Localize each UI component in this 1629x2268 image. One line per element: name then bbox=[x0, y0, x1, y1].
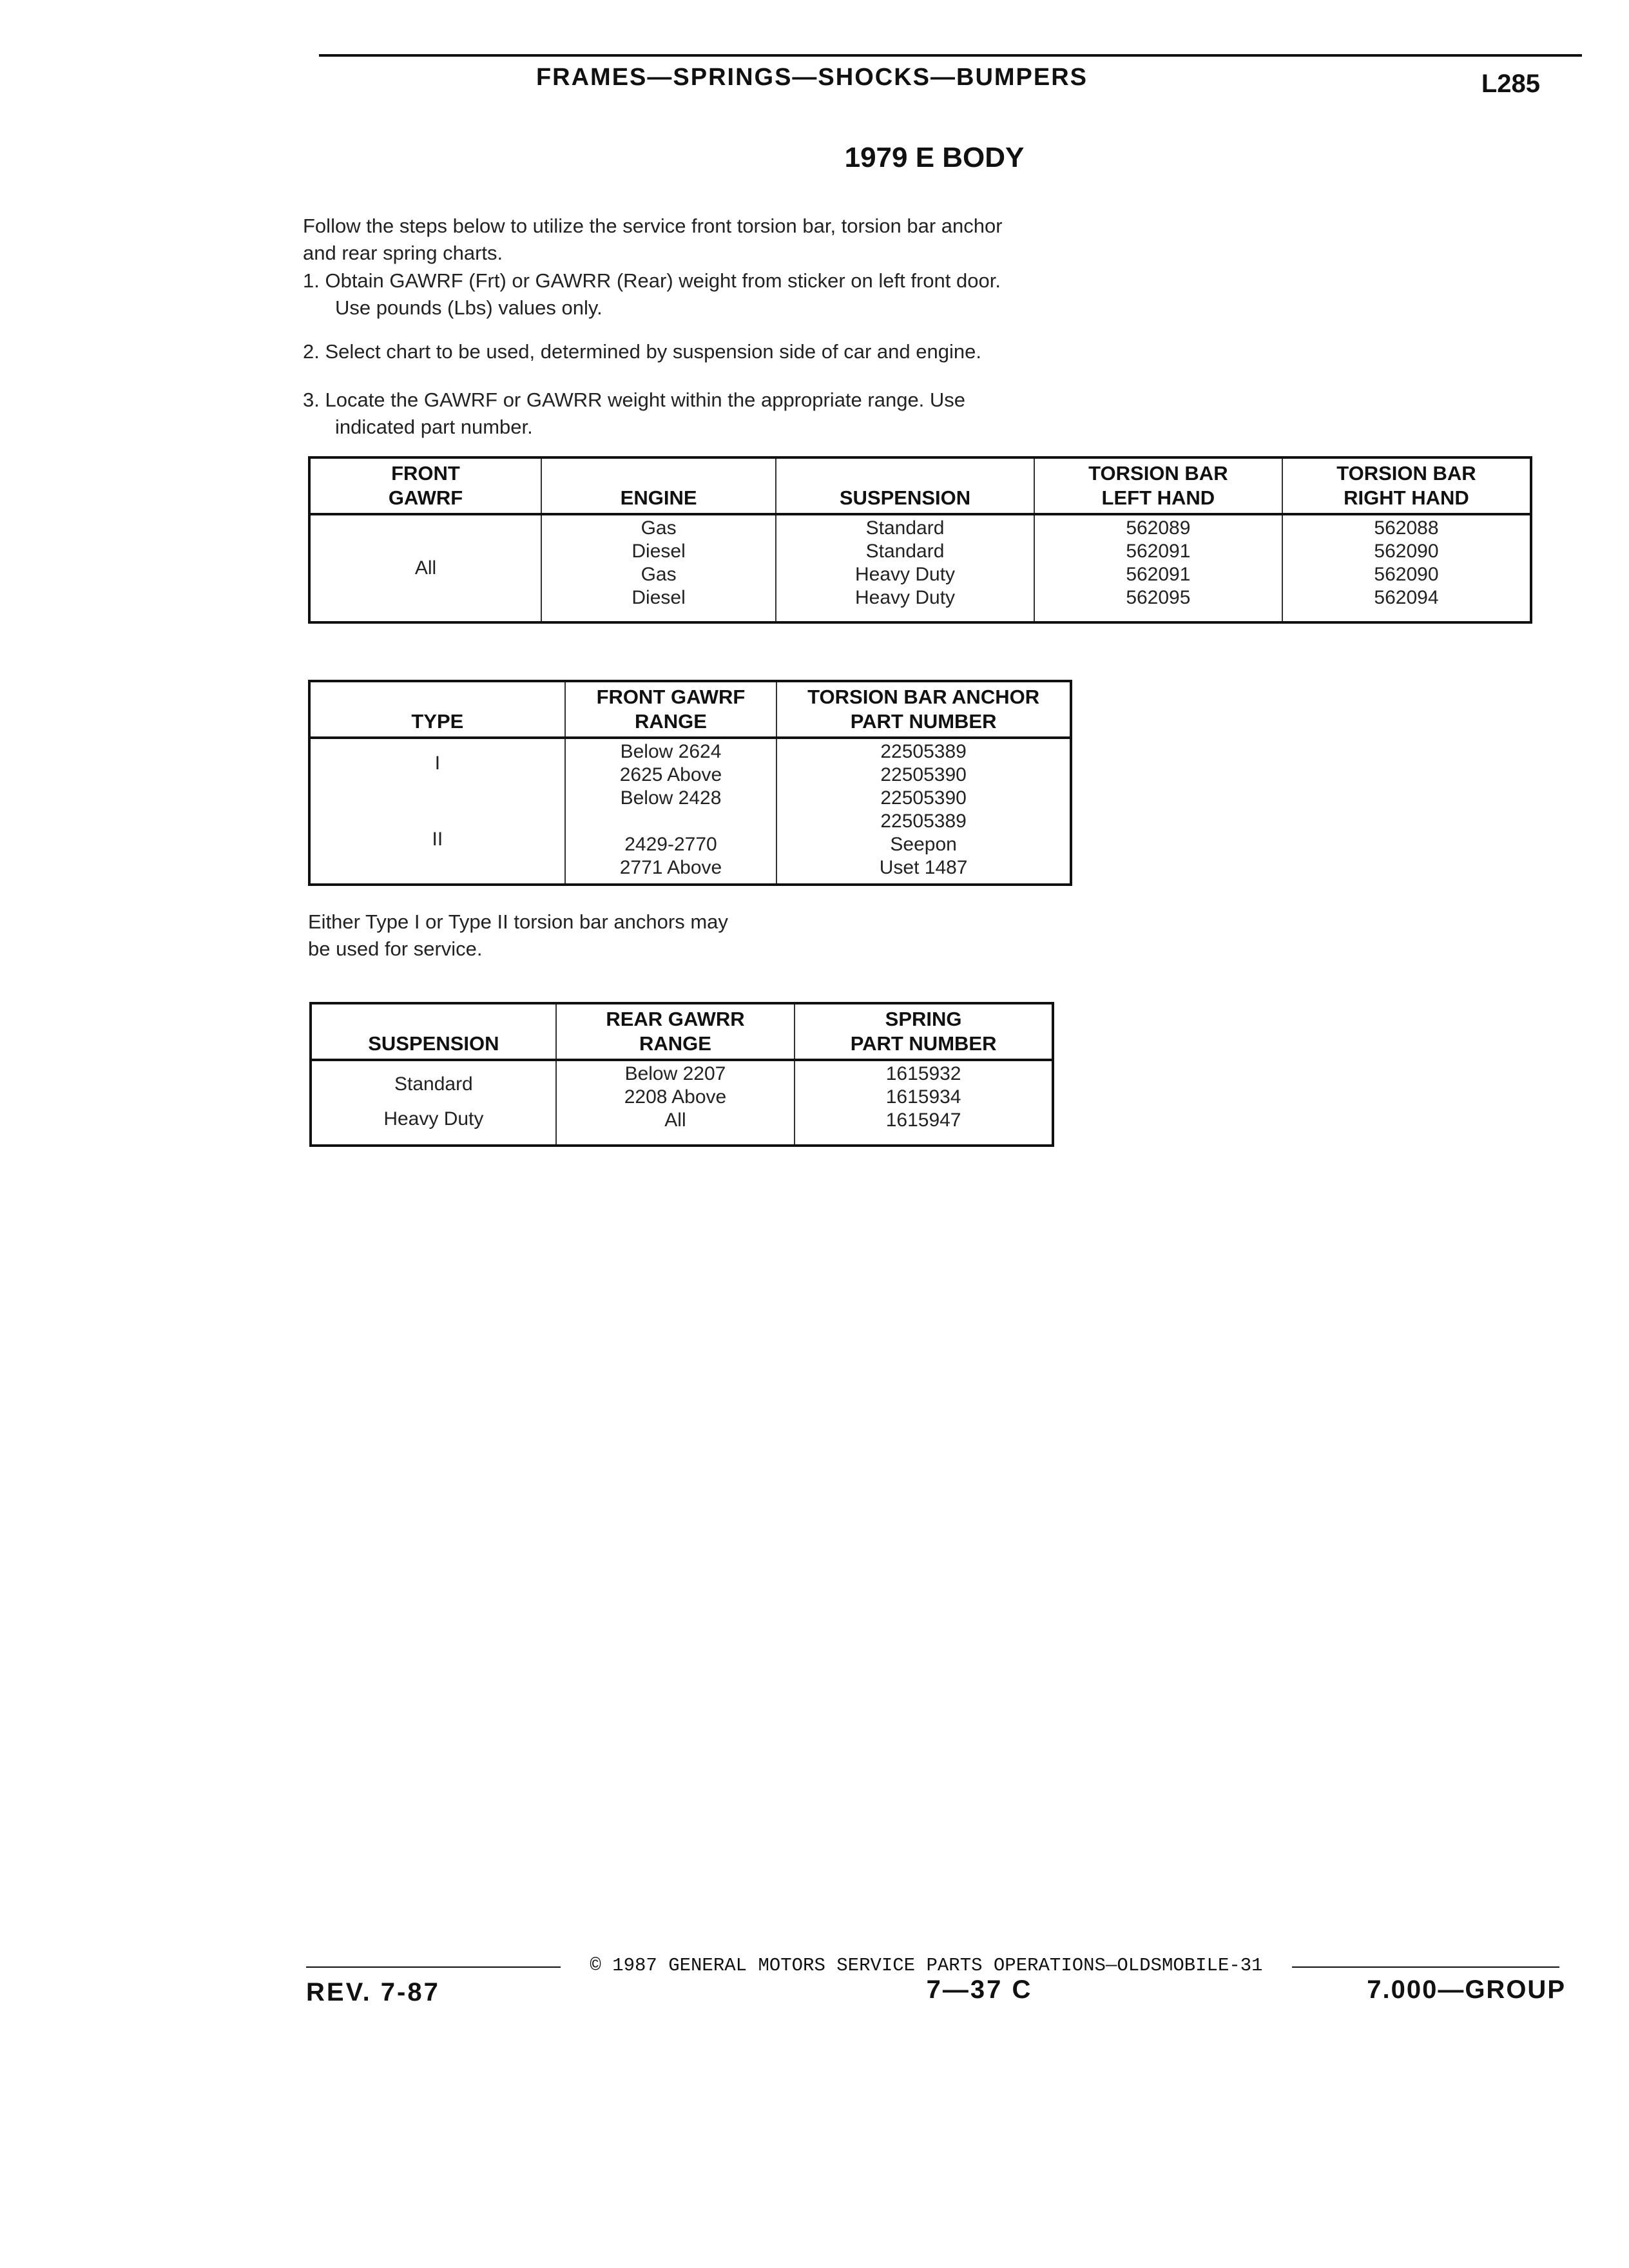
anchor-table bbox=[308, 680, 1072, 886]
engine-value: Diesel bbox=[631, 587, 686, 608]
right-hand-part: 562090 bbox=[1374, 541, 1439, 562]
page-number: 7—37 C bbox=[926, 1975, 1033, 2004]
group-label: 7.000—GROUP bbox=[1367, 1975, 1566, 2004]
range-value: Below 2624 bbox=[620, 741, 722, 762]
step-2 bbox=[303, 338, 1269, 365]
type-value: II bbox=[432, 829, 443, 850]
header-rear-range: REAR GAWRR RANGE bbox=[556, 1003, 795, 1060]
anchor-part: Uset 1487 bbox=[879, 857, 968, 878]
range-value: Below 2428 bbox=[620, 787, 722, 809]
engine-value: Diesel bbox=[631, 541, 686, 562]
header-suspension: SUSPENSION bbox=[776, 457, 1034, 514]
left-hand-part: 562095 bbox=[1126, 587, 1191, 608]
table-row bbox=[311, 1060, 1053, 1146]
section-title: FRAMES—SPRINGS—SHOCKS—BUMPERS bbox=[535, 64, 1088, 91]
right-hand-part: 562088 bbox=[1374, 517, 1439, 539]
page-code: L285 bbox=[1481, 70, 1540, 98]
front-range-cell bbox=[565, 738, 777, 885]
suspension-cell bbox=[776, 514, 1034, 622]
spring-part: 1615932 bbox=[885, 1063, 961, 1084]
suspension-value: Heavy Duty bbox=[854, 587, 956, 608]
header-right-hand: TORSION BAR RIGHT HAND bbox=[1282, 457, 1531, 514]
range-value bbox=[570, 810, 773, 833]
step-3 bbox=[303, 387, 1269, 441]
suspension-cell bbox=[311, 1060, 556, 1146]
front-gawrf-cell: All bbox=[414, 557, 437, 579]
type-value: I bbox=[434, 753, 441, 774]
spring-part: 1615947 bbox=[885, 1110, 961, 1131]
suspension-value: Standard bbox=[394, 1073, 473, 1095]
footer-rule bbox=[306, 1966, 561, 1968]
engine-value: Gas bbox=[641, 517, 677, 539]
rear-range-cell bbox=[556, 1060, 795, 1146]
suspension-value: Heavy Duty bbox=[383, 1108, 484, 1129]
range-value: Below 2207 bbox=[624, 1063, 726, 1084]
engine-cell bbox=[541, 514, 776, 622]
anchor-part: 22505389 bbox=[880, 811, 967, 832]
table-header-row bbox=[309, 457, 1531, 514]
anchor-part: Seepon bbox=[890, 834, 957, 855]
note-line: be used for service. bbox=[308, 937, 483, 960]
anchor-part: 22505390 bbox=[880, 787, 967, 809]
engine-value: Gas bbox=[641, 564, 677, 585]
intro-line: Follow the steps below to utilize the service front torsion bar, torsion bar anchor bbox=[303, 215, 1003, 237]
suspension-value: Standard bbox=[865, 541, 945, 562]
intro-paragraph bbox=[303, 213, 1269, 267]
step-line: 3. Locate the GAWRF or GAWRR weight within the appropriate range. Use bbox=[303, 389, 966, 411]
suspension-value: Heavy Duty bbox=[854, 564, 956, 585]
table-header-row bbox=[309, 681, 1071, 738]
header-front-range: FRONT GAWRF RANGE bbox=[565, 681, 777, 738]
header-rule bbox=[319, 54, 1582, 57]
header-engine: ENGINE bbox=[541, 457, 776, 514]
header-anchor-part: TORSION BAR ANCHOR PART NUMBER bbox=[776, 681, 1071, 738]
step-line: 1. Obtain GAWRF (Frt) or GAWRR (Rear) weight from sticker on left front door. bbox=[303, 269, 1001, 292]
spring-table bbox=[309, 1002, 1054, 1147]
header-front-gawrf: FRONT GAWRF bbox=[309, 457, 541, 514]
anchor-part: 22505389 bbox=[880, 741, 967, 762]
range-value: 2208 Above bbox=[624, 1086, 727, 1108]
range-value: 2625 Above bbox=[619, 764, 722, 785]
left-hand-cell bbox=[1034, 514, 1282, 622]
footer-rule bbox=[1292, 1966, 1559, 1968]
header-suspension: SUSPENSION bbox=[311, 1003, 556, 1060]
anchor-note bbox=[308, 908, 1081, 963]
spring-part-cell bbox=[795, 1060, 1053, 1146]
suspension-value: Standard bbox=[865, 517, 945, 539]
intro-line: and rear spring charts. bbox=[303, 242, 503, 264]
left-hand-part: 562091 bbox=[1126, 564, 1191, 585]
right-hand-part: 562090 bbox=[1374, 564, 1439, 585]
step-line: 2. Select chart to be used, determined by suspension side of car and engine. bbox=[303, 340, 981, 363]
spring-part: 1615934 bbox=[885, 1086, 961, 1108]
header-type: TYPE bbox=[309, 681, 565, 738]
table-header-row bbox=[311, 1003, 1053, 1060]
copyright: © 1987 GENERAL MOTORS SERVICE PARTS OPERATIONS—OLDSMOBILE-31 bbox=[590, 1955, 1263, 1976]
step-line: indicated part number. bbox=[335, 416, 533, 438]
table-row bbox=[309, 738, 1071, 885]
right-hand-part: 562094 bbox=[1374, 587, 1439, 608]
step-line: Use pounds (Lbs) values only. bbox=[335, 296, 602, 319]
step-1 bbox=[303, 267, 1269, 322]
range-value: 2429-2770 bbox=[624, 834, 717, 855]
right-hand-cell bbox=[1282, 514, 1531, 622]
range-value: 2771 Above bbox=[619, 857, 722, 878]
page-title: 1979 E BODY bbox=[844, 142, 1025, 173]
header-left-hand: TORSION BAR LEFT HAND bbox=[1034, 457, 1282, 514]
left-hand-part: 562089 bbox=[1126, 517, 1191, 539]
type-cell bbox=[309, 738, 565, 885]
left-hand-part: 562091 bbox=[1126, 541, 1191, 562]
revision-label: REV. 7-87 bbox=[306, 1978, 440, 2006]
anchor-part: 22505390 bbox=[880, 764, 967, 785]
range-value: All bbox=[664, 1110, 686, 1131]
torsion-bar-table bbox=[308, 456, 1532, 624]
header-spring-part: SPRING PART NUMBER bbox=[795, 1003, 1053, 1060]
table-row bbox=[309, 514, 1531, 622]
anchor-part-cell bbox=[776, 738, 1071, 885]
note-line: Either Type I or Type II torsion bar anchors may bbox=[308, 910, 728, 933]
